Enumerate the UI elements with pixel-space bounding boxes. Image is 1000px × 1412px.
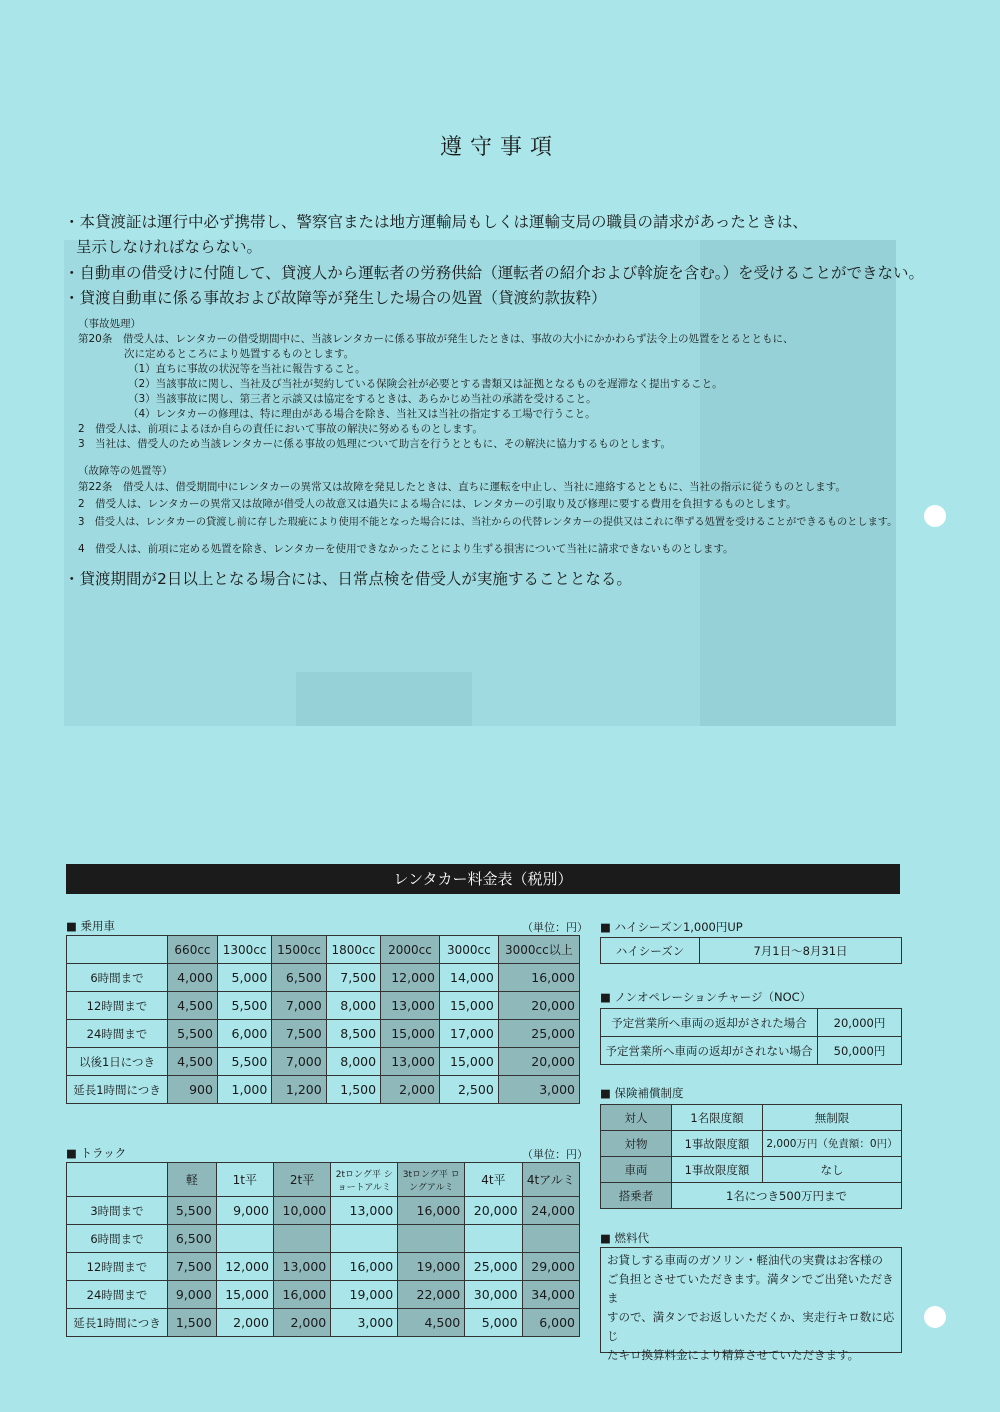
price-cell: 16,000 bbox=[498, 964, 579, 992]
price-cell: 13,000 bbox=[381, 1048, 440, 1076]
price-cell: 25,000 bbox=[498, 1020, 579, 1048]
clause-22-p2: 2 借受人は、レンタカーの異常又は故障が借受人の故意又は過失による場合には、レンタカーの引取り及び修理に要する費用を負担するものとします。 bbox=[78, 498, 797, 510]
high-season-table bbox=[600, 937, 902, 964]
price-cell: 20,000 bbox=[498, 1048, 579, 1076]
fuel-line: すので、満タンでお返しいただくか、実走行キロ数に応じ bbox=[607, 1310, 895, 1343]
truck-unit: （単位：円） bbox=[522, 1148, 588, 1161]
bullet-1-cont: 呈示しなければならない。 bbox=[76, 238, 263, 256]
insurance-limit: 1名限度額 bbox=[672, 1105, 763, 1131]
price-cell: 9,000 bbox=[168, 1281, 217, 1309]
price-cell: 7,500 bbox=[168, 1253, 217, 1281]
clause-20-p2: 2 借受人は、前項によるほか自らの責任において事故の解決に努めるものとします。 bbox=[78, 423, 483, 435]
insurance-limit: 1事故限度額 bbox=[672, 1131, 763, 1157]
insurance-amount: 1名につき500万円まで bbox=[672, 1183, 902, 1209]
row-label: 3時間まで bbox=[67, 1197, 168, 1225]
price-cell bbox=[273, 1225, 330, 1253]
passenger-heading: ■ 乗用車 bbox=[66, 919, 116, 933]
price-cell: 7,000 bbox=[272, 992, 326, 1020]
noc-heading: ■ ノンオペレーションチャージ（NOC） bbox=[600, 990, 812, 1004]
truck-price-table bbox=[66, 1162, 580, 1337]
table-row bbox=[67, 1197, 580, 1225]
col-header: 1t平 bbox=[216, 1163, 273, 1197]
clause-22-p4: 4 借受人は、前項に定める処置を除き、レンタカーを使用できなかったことにより生ずる損害について当社に請求できないものとします。 bbox=[78, 543, 734, 555]
corner-cell bbox=[67, 1163, 168, 1197]
col-header: 4t平 bbox=[465, 1163, 522, 1197]
fuel-heading: ■ 燃料代 bbox=[600, 1231, 650, 1245]
bullet-4: ・貸渡期間が2日以上となる場合には、日常点検を借受人が実施することとなる。 bbox=[64, 570, 632, 588]
clause-20-p3: 3 当社は、借受人のため当該レンタカーに係る事故の処理について助言を行うとともに、その解決に協力するものとします。 bbox=[78, 438, 671, 450]
price-cell: 15,000 bbox=[216, 1281, 273, 1309]
price-cell: 9,000 bbox=[216, 1197, 273, 1225]
price-cell: 20,000 bbox=[465, 1197, 522, 1225]
price-cell: 7,500 bbox=[326, 964, 380, 992]
price-cell: 3,000 bbox=[331, 1309, 398, 1337]
fuel-line: お貸しする車両のガソリン・軽油代の実費はお客様の bbox=[607, 1253, 883, 1267]
price-cell: 16,000 bbox=[398, 1197, 465, 1225]
corner-cell bbox=[67, 936, 168, 964]
insurance-type: 対物 bbox=[601, 1131, 672, 1157]
price-cell: 16,000 bbox=[331, 1253, 398, 1281]
clause-22: 第22条 借受人は、借受期間中にレンタカーの異常又は故障を発見したときは、直ちに運転を中止し、当社に連絡するとともに、当社の指示に従うものとします。 bbox=[78, 481, 846, 493]
insurance-type: 搭乗者 bbox=[601, 1183, 672, 1209]
price-cell: 15,000 bbox=[381, 1020, 440, 1048]
clause-heading-failure: （故障等の処置等） bbox=[78, 465, 173, 477]
price-cell: 4,500 bbox=[168, 992, 218, 1020]
insurance-amount: 無制限 bbox=[763, 1105, 902, 1131]
insurance-amount: なし bbox=[763, 1157, 902, 1183]
insurance-type: 車両 bbox=[601, 1157, 672, 1183]
noc-label: 予定営業所へ車両の返却がされた場合 bbox=[601, 1009, 818, 1037]
high-season-period: 7月1日〜8月31日 bbox=[700, 938, 902, 964]
clause-20: 第20条 借受人は、レンタカーの借受期間中に、当該レンタカーに係る事故が発生したときは、事故の大小にかかわらず法令上の処置をとるとともに、 bbox=[78, 333, 794, 345]
price-cell: 14,000 bbox=[439, 964, 498, 992]
row-label: 6時間まで bbox=[67, 1225, 168, 1253]
noc-label: 予定営業所へ車両の返却がされない場合 bbox=[601, 1037, 818, 1065]
passenger-unit: （単位：円） bbox=[522, 921, 588, 934]
noc-value: 50,000円 bbox=[818, 1037, 902, 1065]
punch-hole-top bbox=[924, 505, 946, 527]
col-header: 2t平 bbox=[273, 1163, 330, 1197]
price-cell: 12,000 bbox=[381, 964, 440, 992]
col-header: 3tロング平 ロングアルミ bbox=[398, 1163, 465, 1197]
price-cell: 7,000 bbox=[272, 1048, 326, 1076]
table-row bbox=[67, 1076, 580, 1104]
price-cell: 1,000 bbox=[217, 1076, 271, 1104]
price-cell: 17,000 bbox=[439, 1020, 498, 1048]
table-row bbox=[67, 1309, 580, 1337]
price-cell: 900 bbox=[168, 1076, 218, 1104]
price-cell: 5,500 bbox=[217, 1048, 271, 1076]
price-cell: 29,000 bbox=[522, 1253, 579, 1281]
clause-20-cont: 次に定めるところにより処置するものとします。 bbox=[124, 348, 355, 360]
col-header: 2000cc bbox=[381, 936, 440, 964]
price-cell: 15,000 bbox=[439, 992, 498, 1020]
price-cell bbox=[465, 1225, 522, 1253]
insurance-type: 対人 bbox=[601, 1105, 672, 1131]
price-cell: 20,000 bbox=[498, 992, 579, 1020]
row-label: 12時間まで bbox=[67, 992, 168, 1020]
bullet-1: ・本貸渡証は運行中必ず携帯し、警察官または地方運輸局もしくは運輸支局の職員の請求があったときは、 bbox=[64, 213, 808, 231]
col-header: 660cc bbox=[168, 936, 218, 964]
price-cell bbox=[522, 1225, 579, 1253]
fuel-line: たキロ換算料金により精算させていただきます。 bbox=[607, 1348, 860, 1362]
table-row bbox=[67, 1225, 580, 1253]
punch-hole-bottom bbox=[924, 1306, 946, 1328]
show-through-box bbox=[296, 672, 472, 726]
price-cell: 4,500 bbox=[398, 1309, 465, 1337]
price-cell: 22,000 bbox=[398, 1281, 465, 1309]
row-label: 24時間まで bbox=[67, 1281, 168, 1309]
table-row bbox=[67, 1281, 580, 1309]
fuel-note bbox=[600, 1247, 902, 1362]
row-label: 12時間まで bbox=[67, 1253, 168, 1281]
insurance-heading: ■ 保険補償制度 bbox=[600, 1086, 684, 1100]
clause-heading-accident: （事故処理） bbox=[78, 318, 141, 330]
fuel-line: ご負担とさせていただきます。満タンでご出発いただきま bbox=[607, 1272, 894, 1305]
price-cell: 13,000 bbox=[381, 992, 440, 1020]
row-label: 延長1時間につき bbox=[67, 1076, 168, 1104]
price-cell: 1,200 bbox=[272, 1076, 326, 1104]
table-row bbox=[67, 964, 580, 992]
col-header: 軽 bbox=[168, 1163, 217, 1197]
price-cell: 5,000 bbox=[465, 1309, 522, 1337]
col-header: 3000cc以上 bbox=[498, 936, 579, 964]
price-cell: 25,000 bbox=[465, 1253, 522, 1281]
col-header: 4tアルミ bbox=[522, 1163, 579, 1197]
bullet-3: ・貸渡自動車に係る事故および故障等が発生した場合の処置（貸渡約款抜粋） bbox=[64, 289, 607, 307]
price-cell: 4,500 bbox=[168, 1048, 218, 1076]
table-row bbox=[67, 1020, 580, 1048]
price-cell: 8,500 bbox=[326, 1020, 380, 1048]
col-header: 1800cc bbox=[326, 936, 380, 964]
clause-22-p3: 3 借受人は、レンタカーの貸渡し前に存した瑕疵により使用不能となった場合には、当社からの代替レンタカーの提供又はこれに準ずる処置を受けることができるものとします。 bbox=[78, 517, 898, 528]
price-cell: 15,000 bbox=[439, 1048, 498, 1076]
table-row bbox=[67, 1253, 580, 1281]
price-cell: 30,000 bbox=[465, 1281, 522, 1309]
col-header: 1300cc bbox=[217, 936, 271, 964]
price-cell: 2,000 bbox=[273, 1309, 330, 1337]
col-header: 2tロング平 ショートアルミ bbox=[331, 1163, 398, 1197]
truck-heading: ■ トラック bbox=[66, 1146, 127, 1160]
price-cell: 13,000 bbox=[331, 1197, 398, 1225]
row-label: 6時間まで bbox=[67, 964, 168, 992]
price-cell: 6,500 bbox=[272, 964, 326, 992]
price-cell: 7,500 bbox=[272, 1020, 326, 1048]
page-title: 遵守事項 bbox=[439, 135, 560, 160]
price-cell: 5,000 bbox=[217, 964, 271, 992]
price-cell: 19,000 bbox=[398, 1253, 465, 1281]
table-row bbox=[67, 1048, 580, 1076]
price-cell: 8,000 bbox=[326, 1048, 380, 1076]
price-cell: 34,000 bbox=[522, 1281, 579, 1309]
high-season-heading: ■ ハイシーズン1,000円UP bbox=[600, 920, 743, 934]
clause-20-1: （1）直ちに事故の状況等を当社に報告すること。 bbox=[128, 363, 366, 375]
price-cell: 5,500 bbox=[168, 1020, 218, 1048]
clause-20-4: （4）レンタカーの修理は、特に理由がある場合を除き、当社又は当社の指定する工場で行うこと。 bbox=[128, 408, 596, 420]
price-cell: 19,000 bbox=[331, 1281, 398, 1309]
insurance-amount: 2,000万円（免責額：0円） bbox=[763, 1131, 902, 1157]
col-header: 3000cc bbox=[439, 936, 498, 964]
price-cell: 1,500 bbox=[326, 1076, 380, 1104]
price-table-banner: レンタカー料金表（税別） bbox=[66, 864, 900, 894]
price-cell: 12,000 bbox=[216, 1253, 273, 1281]
price-cell: 2,000 bbox=[381, 1076, 440, 1104]
price-cell: 6,000 bbox=[217, 1020, 271, 1048]
clause-20-2: （2）当該事故に関し、当社及び当社が契約している保険会社が必要とする書類又は証拠となるものを遅滞なく提出すること。 bbox=[128, 378, 723, 390]
table-row bbox=[67, 992, 580, 1020]
col-header: 1500cc bbox=[272, 936, 326, 964]
price-cell: 10,000 bbox=[273, 1197, 330, 1225]
passenger-price-table bbox=[66, 935, 580, 1104]
price-cell: 5,500 bbox=[217, 992, 271, 1020]
noc-value: 20,000円 bbox=[818, 1009, 902, 1037]
price-cell: 1,500 bbox=[168, 1309, 217, 1337]
price-cell: 5,500 bbox=[168, 1197, 217, 1225]
insurance-limit: 1事故限度額 bbox=[672, 1157, 763, 1183]
high-season-label: ハイシーズン bbox=[601, 938, 700, 964]
noc-table bbox=[600, 1008, 902, 1065]
price-cell: 24,000 bbox=[522, 1197, 579, 1225]
price-cell: 4,000 bbox=[168, 964, 218, 992]
price-cell: 2,000 bbox=[216, 1309, 273, 1337]
price-cell: 3,000 bbox=[498, 1076, 579, 1104]
price-cell: 13,000 bbox=[273, 1253, 330, 1281]
row-label: 延長1時間につき bbox=[67, 1309, 168, 1337]
row-label: 以後1日につき bbox=[67, 1048, 168, 1076]
clause-20-3: （3）当該事故に関し、第三者と示談又は協定をするときは、あらかじめ当社の承諾を受けること。 bbox=[128, 393, 597, 405]
price-cell: 16,000 bbox=[273, 1281, 330, 1309]
price-cell bbox=[398, 1225, 465, 1253]
bullet-2: ・自動車の借受けに付随して、貸渡人から運転者の労務供給（運転者の紹介および斡旋を含む。）を受けることができない。 bbox=[64, 264, 924, 282]
price-cell bbox=[216, 1225, 273, 1253]
price-cell bbox=[331, 1225, 398, 1253]
row-label: 24時間まで bbox=[67, 1020, 168, 1048]
price-cell: 2,500 bbox=[439, 1076, 498, 1104]
price-cell: 6,000 bbox=[522, 1309, 579, 1337]
insurance-table bbox=[600, 1104, 902, 1209]
price-cell: 8,000 bbox=[326, 992, 380, 1020]
price-cell: 6,500 bbox=[168, 1225, 217, 1253]
